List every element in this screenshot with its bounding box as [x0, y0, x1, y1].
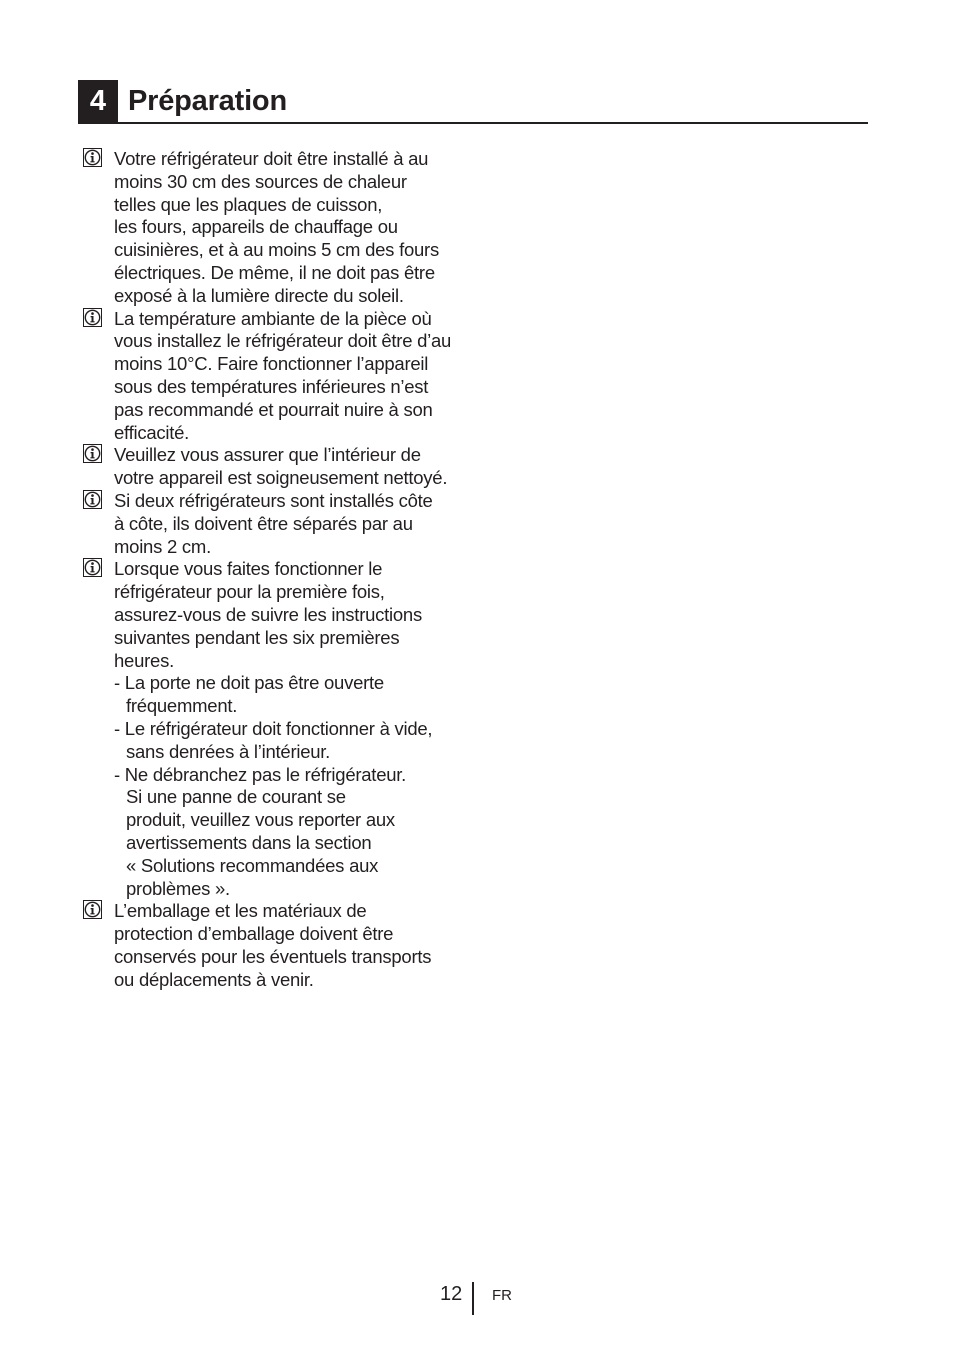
instruction-item [83, 308, 483, 445]
subitem-text-line: problèmes ». [126, 877, 230, 899]
instruction-subitem [114, 764, 483, 901]
instruction-text-line: protection d’emballage doivent être [114, 923, 394, 945]
instruction-text-line: L’emballage et les matériaux de [114, 900, 367, 922]
instruction-text-line: ou déplacements à venir. [114, 968, 314, 990]
instruction-item [83, 558, 483, 900]
instruction-item [83, 148, 483, 308]
instruction-text-line: à côte, ils doivent être séparés par au [114, 512, 413, 534]
section-header [78, 80, 868, 124]
instruction-text-line: telles que les plaques de cuisson, [114, 193, 383, 215]
instruction-text-line: conservés pour les éventuels transports [114, 945, 432, 967]
subitem-text-line: produit, veuillez vous reporter aux [126, 809, 395, 831]
instruction-text-line: heures. [114, 649, 174, 671]
instruction-subitem [114, 718, 483, 764]
instruction-item [83, 900, 483, 991]
instruction-text-line: Votre réfrigérateur doit être installé à au [114, 148, 429, 169]
subitem-text-line: fréquemment. [126, 695, 238, 717]
info-icon [83, 148, 102, 167]
instructions-list [83, 148, 483, 991]
section-title: Préparation [128, 85, 287, 117]
instruction-text-line: vous installez le réfrigérateur doit être d’au [114, 330, 452, 352]
instruction-text-line: exposé à la lumière directe du soleil. [114, 284, 404, 306]
instruction-text-line: moins 10°C. Faire fonctionner l’appareil [114, 353, 429, 375]
subitem-text-line: - La porte ne doit pas être ouverte [114, 672, 384, 694]
instruction-text-line: cuisinières, et à au moins 5 cm des fours [114, 239, 439, 261]
instruction-text-line: pas recommandé et pourrait nuire à son [114, 398, 433, 420]
instruction-text-line: moins 2 cm. [114, 535, 211, 557]
instruction-text-line: électriques. De même, il ne doit pas être [114, 261, 435, 283]
instruction-text-line: Lorsque vous faites fonctionner le [114, 558, 383, 580]
info-icon [83, 490, 102, 509]
instruction-item [83, 444, 483, 490]
subitem-text-line: Si une panne de courant se [126, 786, 346, 808]
info-icon [83, 308, 102, 327]
subitem-text-line: - Ne débranchez pas le réfrigérateur. [114, 763, 407, 785]
instruction-text-line: assurez-vous de suivre les instructions [114, 603, 422, 625]
instruction-text-line: La température ambiante de la pièce où [114, 307, 432, 329]
footer-divider [472, 1282, 474, 1315]
instruction-text-line: suivantes pendant les six premières [114, 626, 400, 648]
instruction-text-line: Veuillez vous assurer que l’intérieur de [114, 444, 421, 466]
instruction-text-line: réfrigérateur pour la première fois, [114, 581, 385, 603]
info-icon [83, 558, 102, 577]
subitem-text-line: - Le réfrigérateur doit fonctionner à vide, [114, 717, 433, 739]
info-icon [83, 900, 102, 919]
instruction-subitem [114, 672, 483, 718]
section-number-badge: 4 [78, 80, 118, 122]
instruction-text-line: sous des températures inférieures n’est [114, 375, 429, 397]
language-code: FR [492, 1287, 512, 1304]
instruction-text-line: votre appareil est soigneusement nettoyé. [114, 467, 448, 489]
page-number: 12 [440, 1283, 463, 1305]
instruction-text-line: Si deux réfrigérateurs sont installés côte [114, 489, 433, 511]
info-icon [83, 444, 102, 463]
subitem-text-line: sans denrées à l’intérieur. [126, 740, 331, 762]
instruction-text-line: les fours, appareils de chauffage ou [114, 216, 398, 238]
subitem-text-line: « Solutions recommandées aux [126, 854, 379, 876]
subitem-text-line: avertissements dans la section [126, 831, 372, 853]
instruction-text-line: efficacité. [114, 421, 190, 443]
instruction-item [83, 490, 483, 558]
instruction-text-line: moins 30 cm des sources de chaleur [114, 170, 407, 192]
